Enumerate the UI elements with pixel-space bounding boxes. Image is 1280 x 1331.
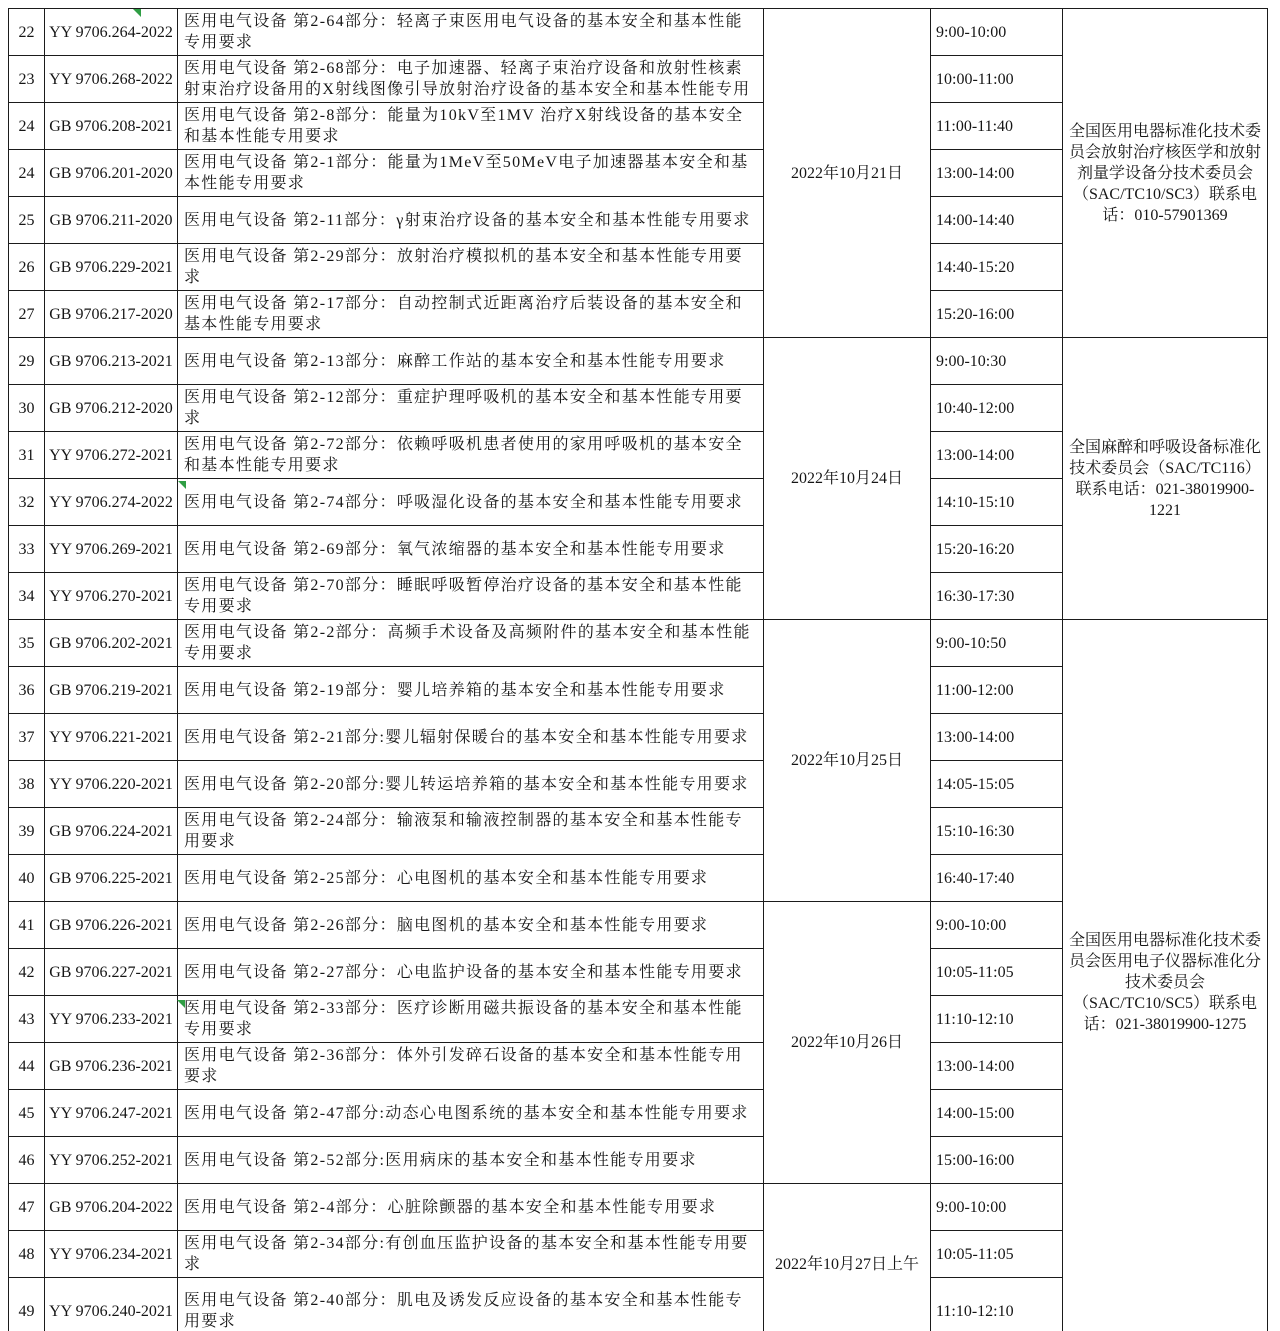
standard-code-cell: GB 9706.204-2022 [45,1184,178,1231]
time-slot-cell: 14:00-14:40 [931,197,1063,244]
review-date-cell: 2022年10月25日 [764,620,931,902]
standard-code-cell: YY 9706.247-2021 [45,1090,178,1137]
row-number-cell: 44 [9,1043,45,1090]
standard-code-cell: GB 9706.211-2020 [45,197,178,244]
row-number-cell: 26 [9,244,45,291]
time-slot-cell: 10:05-11:05 [931,1231,1063,1278]
row-number-cell: 23 [9,56,45,103]
standard-title-cell: 医用电气设备 第2-25部分：心电图机的基本安全和基本性能专用要求 [178,855,764,902]
standard-title-cell: 医用电气设备 第2-19部分：婴儿培养箱的基本安全和基本性能专用要求 [178,667,764,714]
standard-title-cell: 医用电气设备 第2-21部分:婴儿辐射保暖台的基本安全和基本性能专用要求 [178,714,764,761]
standard-code-cell: YY 9706.264-2022 [45,9,178,56]
time-slot-cell: 14:10-15:10 [931,479,1063,526]
standard-title-cell: 医用电气设备 第2-1部分：能量为1MeV至50MeV电子加速器基本安全和基本性能专用要求 [178,150,764,197]
standard-title-cell: 医用电气设备 第2-69部分：氧气浓缩器的基本安全和基本性能专用要求 [178,526,764,573]
standard-code-cell: YY 9706.221-2021 [45,714,178,761]
standard-code-cell: GB 9706.225-2021 [45,855,178,902]
standard-title-cell: 医用电气设备 第2-17部分：自动控制式近距离治疗后装设备的基本安全和基本性能专用要求 [178,291,764,338]
standard-title-cell: 医用电气设备 第2-64部分：轻离子束医用电气设备的基本安全和基本性能专用要求 [178,9,764,56]
time-slot-cell: 11:00-12:00 [931,667,1063,714]
review-date-cell: 2022年10月27日上午 [764,1184,931,1331]
committee-contact-cell: 全国医用电器标准化技术委员会医用电子仪器标准化分技术委员会（SAC/TC10/SC5）联系电话：021-38019900-1275 [1063,620,1268,1331]
time-slot-cell: 14:05-15:05 [931,761,1063,808]
table-row [9,9,1268,56]
row-number-cell: 36 [9,667,45,714]
annotation-mark-icon [133,9,141,17]
committee-contact-cell: 全国麻醉和呼吸设备标准化技术委员会（SAC/TC116）联系电话：021-38019900-1221 [1063,338,1268,620]
time-slot-cell: 15:10-16:30 [931,808,1063,855]
standard-title-cell: 医用电气设备 第2-29部分：放射治疗模拟机的基本安全和基本性能专用要求 [178,244,764,291]
row-number-cell: 24 [9,103,45,150]
row-number-cell: 47 [9,1184,45,1231]
standard-code-cell: YY 9706.252-2021 [45,1137,178,1184]
time-slot-cell: 15:20-16:00 [931,291,1063,338]
time-slot-cell: 15:20-16:20 [931,526,1063,573]
standard-title-cell: 医用电气设备 第2-72部分：依赖呼吸机患者使用的家用呼吸机的基本安全和基本性能专用要求 [178,432,764,479]
row-number-cell: 38 [9,761,45,808]
table-row [9,620,1268,667]
standard-code-cell: GB 9706.227-2021 [45,949,178,996]
standard-title-cell: 医用电气设备 第2-13部分：麻醉工作站的基本安全和基本性能专用要求 [178,338,764,385]
standard-title-cell: 医用电气设备 第2-40部分：肌电及诱发反应设备的基本安全和基本性能专用要求 [178,1278,764,1331]
standard-code-cell: GB 9706.201-2020 [45,150,178,197]
row-number-cell: 34 [9,573,45,620]
row-number-cell: 30 [9,385,45,432]
review-date-cell: 2022年10月26日 [764,902,931,1184]
review-date-cell: 2022年10月21日 [764,9,931,338]
standard-code-cell: GB 9706.217-2020 [45,291,178,338]
row-number-cell: 27 [9,291,45,338]
standard-title-cell: 医用电气设备 第2-12部分：重症护理呼吸机的基本安全和基本性能专用要求 [178,385,764,432]
time-slot-cell: 14:40-15:20 [931,244,1063,291]
standard-title-cell: 医用电气设备 第2-68部分：电子加速器、轻离子束治疗设备和放射性核素射束治疗设备用的X射线图像引导放射治疗设备的基本安全和基本性能专用 [178,56,764,103]
row-number-cell: 22 [9,9,45,56]
row-number-cell: 39 [9,808,45,855]
row-number-cell: 29 [9,338,45,385]
row-number-cell: 31 [9,432,45,479]
annotation-mark-icon [177,1000,185,1008]
time-slot-cell: 14:00-15:00 [931,1090,1063,1137]
standard-code-cell: YY 9706.233-2021 [45,996,178,1043]
row-number-cell: 41 [9,902,45,949]
row-number-cell: 24 [9,150,45,197]
standard-title-cell: 医用电气设备 第2-20部分:婴儿转运培养箱的基本安全和基本性能专用要求 [178,761,764,808]
standard-code-cell: YY 9706.274-2022 [45,479,178,526]
time-slot-cell: 13:00-14:00 [931,1043,1063,1090]
row-number-cell: 46 [9,1137,45,1184]
time-slot-cell: 9:00-10:00 [931,1184,1063,1231]
standard-code-cell: YY 9706.220-2021 [45,761,178,808]
time-slot-cell: 10:00-11:00 [931,56,1063,103]
standard-title-cell: 医用电气设备 第2-52部分:医用病床的基本安全和基本性能专用要求 [178,1137,764,1184]
row-number-cell: 43 [9,996,45,1043]
standard-code-cell: GB 9706.208-2021 [45,103,178,150]
row-number-cell: 37 [9,714,45,761]
standard-title-cell: 医用电气设备 第2-26部分：脑电图机的基本安全和基本性能专用要求 [178,902,764,949]
standard-code-cell: GB 9706.202-2021 [45,620,178,667]
standard-code-cell: YY 9706.269-2021 [45,526,178,573]
time-slot-cell: 13:00-14:00 [931,150,1063,197]
time-slot-cell: 15:00-16:00 [931,1137,1063,1184]
time-slot-cell: 11:00-11:40 [931,103,1063,150]
row-number-cell: 40 [9,855,45,902]
row-number-cell: 48 [9,1231,45,1278]
standard-title-cell: 医用电气设备 第2-36部分：体外引发碎石设备的基本安全和基本性能专用要求 [178,1043,764,1090]
standard-title-cell: 医用电气设备 第2-74部分：呼吸湿化设备的基本安全和基本性能专用要求 [178,479,764,526]
review-date-cell: 2022年10月24日 [764,338,931,620]
standard-code-cell: YY 9706.268-2022 [45,56,178,103]
standard-code-cell: YY 9706.240-2021 [45,1278,178,1331]
standard-title-cell: 医用电气设备 第2-4部分：心脏除颤器的基本安全和基本性能专用要求 [178,1184,764,1231]
annotation-mark-icon [178,481,186,489]
time-slot-cell: 10:05-11:05 [931,949,1063,996]
row-number-cell: 35 [9,620,45,667]
time-slot-cell: 16:40-17:40 [931,855,1063,902]
committee-contact-cell: 全国医用电器标准化技术委员会放射治疗核医学和放射剂量学设备分技术委员会（SAC/TC10/SC3）联系电话：010-57901369 [1063,9,1268,338]
time-slot-cell: 10:40-12:00 [931,385,1063,432]
standards-review-schedule-table [8,8,1268,1331]
time-slot-cell: 9:00-10:00 [931,9,1063,56]
row-number-cell: 49 [9,1278,45,1331]
table-row [9,338,1268,385]
time-slot-cell: 13:00-14:00 [931,432,1063,479]
standard-code-cell: YY 9706.272-2021 [45,432,178,479]
time-slot-cell: 16:30-17:30 [931,573,1063,620]
time-slot-cell: 13:00-14:00 [931,714,1063,761]
standard-title-cell: 医用电气设备 第2-11部分：γ射束治疗设备的基本安全和基本性能专用要求 [178,197,764,244]
standard-title-cell: 医用电气设备 第2-70部分：睡眠呼吸暂停治疗设备的基本安全和基本性能专用要求 [178,573,764,620]
standard-code-cell: GB 9706.236-2021 [45,1043,178,1090]
standard-title-cell: 医用电气设备 第2-34部分:有创血压监护设备的基本安全和基本性能专用要求 [178,1231,764,1278]
row-number-cell: 42 [9,949,45,996]
row-number-cell: 32 [9,479,45,526]
standard-code-cell: GB 9706.213-2021 [45,338,178,385]
time-slot-cell: 9:00-10:00 [931,902,1063,949]
row-number-cell: 33 [9,526,45,573]
time-slot-cell: 9:00-10:50 [931,620,1063,667]
standard-code-cell: YY 9706.234-2021 [45,1231,178,1278]
standard-code-cell: GB 9706.226-2021 [45,902,178,949]
standard-title-cell: 医用电气设备 第2-8部分：能量为10kV至1MV 治疗X射线设备的基本安全和基本性能专用要求 [178,103,764,150]
row-number-cell: 25 [9,197,45,244]
time-slot-cell: 9:00-10:30 [931,338,1063,385]
time-slot-cell: 11:10-12:10 [931,1278,1063,1331]
standard-code-cell: GB 9706.219-2021 [45,667,178,714]
row-number-cell: 45 [9,1090,45,1137]
standard-code-cell: GB 9706.229-2021 [45,244,178,291]
standard-title-cell: 医用电气设备 第2-2部分：高频手术设备及高频附件的基本安全和基本性能专用要求 [178,620,764,667]
standard-code-cell: GB 9706.224-2021 [45,808,178,855]
standard-title-cell: 医用电气设备 第2-27部分：心电监护设备的基本安全和基本性能专用要求 [178,949,764,996]
standard-code-cell: YY 9706.270-2021 [45,573,178,620]
schedule-table-body [9,9,1268,1331]
standard-title-cell: 医用电气设备 第2-33部分：医疗诊断用磁共振设备的基本安全和基本性能专用要求 [178,996,764,1043]
standard-title-cell: 医用电气设备 第2-47部分:动态心电图系统的基本安全和基本性能专用要求 [178,1090,764,1137]
standard-code-cell: GB 9706.212-2020 [45,385,178,432]
time-slot-cell: 11:10-12:10 [931,996,1063,1043]
standard-title-cell: 医用电气设备 第2-24部分：输液泵和输液控制器的基本安全和基本性能专用要求 [178,808,764,855]
